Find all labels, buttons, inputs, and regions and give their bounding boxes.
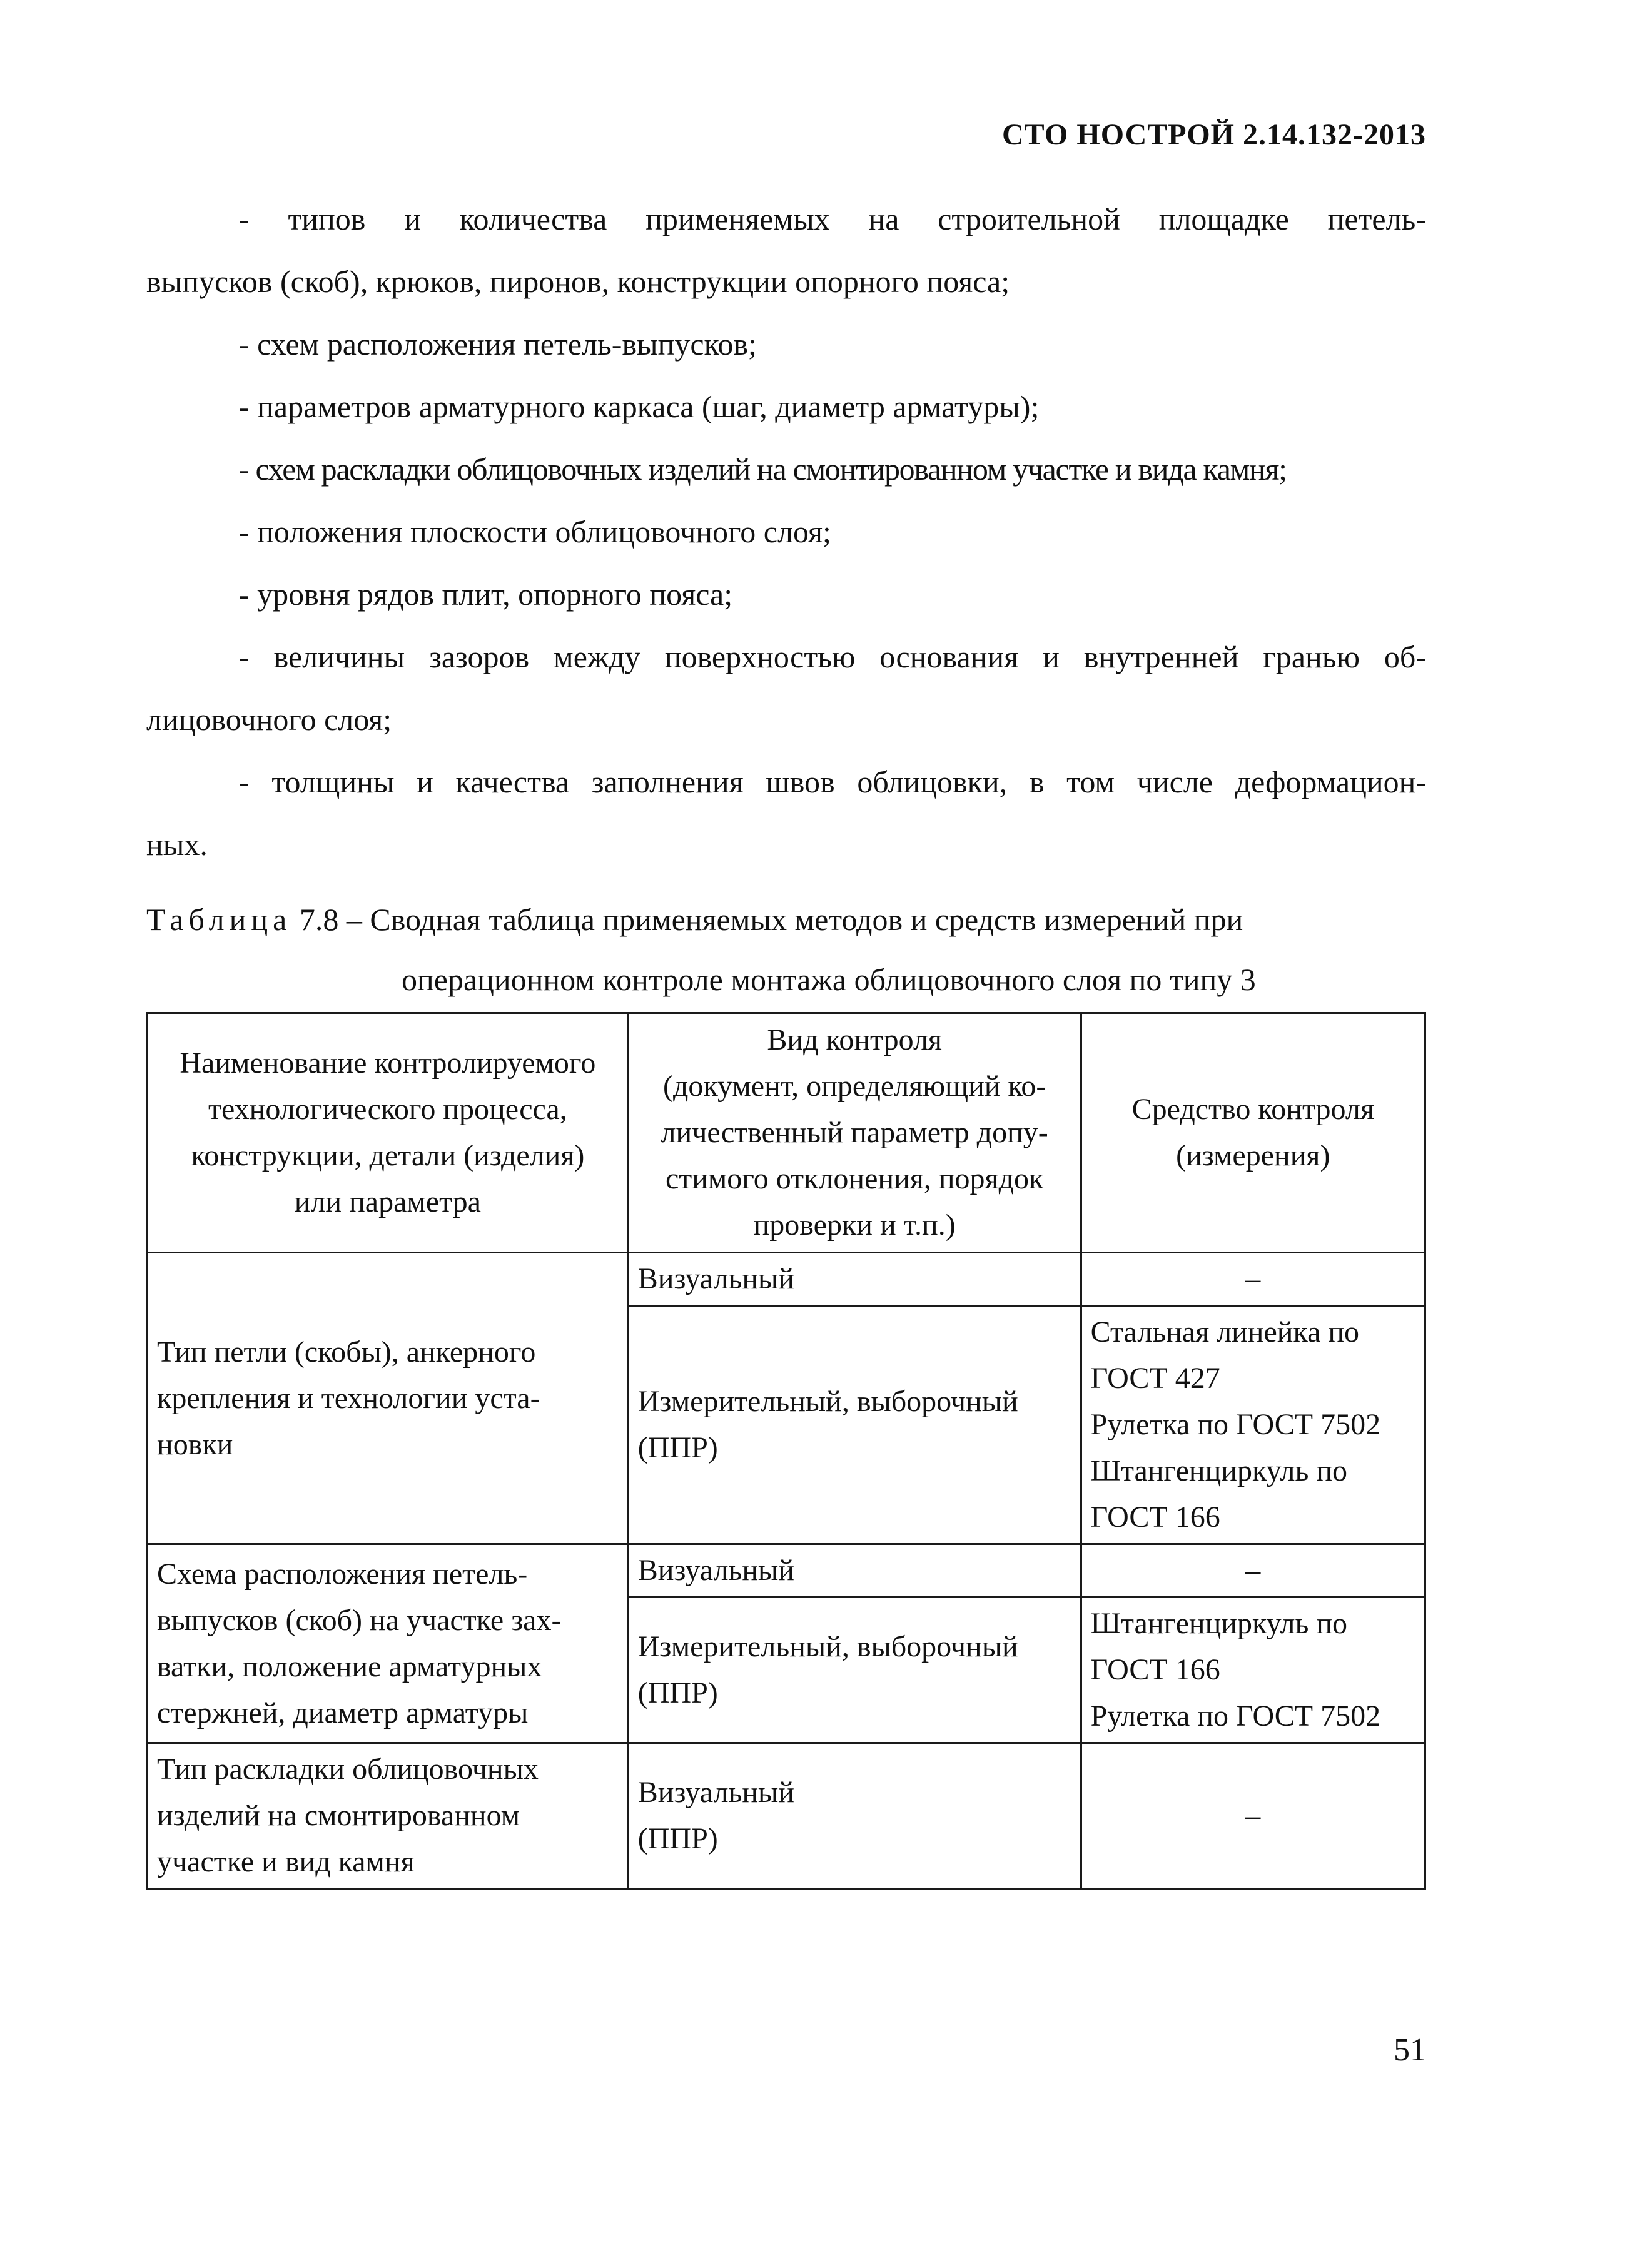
paragraph-6: - уровня рядов плит, опорного пояса; (239, 577, 733, 612)
control-methods-table (146, 1012, 1426, 1890)
header-line: личественный параметр допу- (661, 1116, 1048, 1149)
control-type-cell (628, 1597, 1081, 1743)
means-cell (1081, 1544, 1425, 1597)
table-caption-label: Таблица (146, 902, 292, 937)
paragraph-line: - величины зазоров между поверхностью основания и внутренней гранью об- (239, 639, 1426, 674)
header-cell-control-type (628, 1013, 1081, 1253)
cell-line: стержней, диаметр арматуры (157, 1696, 529, 1729)
header-line: стимого отклонения, порядок (665, 1162, 1044, 1195)
cell-line: – (1245, 1799, 1261, 1832)
paragraph-line: - типов и количества применяемых на строительной площадке петель- (239, 201, 1426, 236)
paragraph-line: ных. (146, 827, 208, 862)
process-cell (148, 1743, 629, 1889)
cell-line: Визуальный (637, 1262, 794, 1295)
cell-line: крепления и технологии уста- (157, 1381, 540, 1415)
page-number: 51 (1394, 2032, 1426, 2068)
document-code-header: СТО НОСТРОЙ 2.14.132-2013 (1001, 118, 1426, 151)
header-cell-process (148, 1013, 629, 1253)
header-line: (документ, определяющий ко- (662, 1070, 1046, 1103)
header-line: (измерения) (1176, 1139, 1330, 1172)
cell-line: Измерительный, выборочный (637, 1630, 1018, 1663)
paragraph-5: - положения плоскости облицовочного слоя; (239, 514, 831, 549)
control-type-cell (628, 1253, 1081, 1306)
cell-line: новки (157, 1427, 233, 1461)
table-caption-title: – Сводная таблица применяемых методов и средств измерений при (346, 902, 1243, 937)
paragraph-line: выпусков (скоб), крюков, пиронов, конструкции опорного пояса; (146, 264, 1010, 299)
header-line: Вид контроля (767, 1023, 942, 1056)
process-cell (148, 1544, 629, 1743)
cell-line: Рулетка по ГОСТ 7502 (1090, 1408, 1381, 1441)
table-row (148, 1743, 1425, 1889)
cell-line: (ППР) (637, 1676, 718, 1709)
control-type-cell (628, 1743, 1081, 1889)
means-cell (1081, 1306, 1425, 1544)
header-line: проверки и т.п.) (753, 1208, 956, 1242)
header-line: Средство контроля (1131, 1093, 1374, 1126)
paragraph-2: - схем расположения петель-выпусков; (239, 327, 757, 362)
cell-line: изделий на смонтированном (157, 1799, 520, 1832)
paragraph-line: лицовочного слоя; (146, 702, 392, 737)
table-header-row (148, 1013, 1425, 1253)
table-caption-number: 7.8 (299, 902, 339, 937)
cell-line: Стальная линейка по (1090, 1315, 1360, 1349)
cell-line: ГОСТ 166 (1090, 1501, 1220, 1534)
cell-line: Рулетка по ГОСТ 7502 (1090, 1699, 1381, 1733)
means-cell (1081, 1253, 1425, 1306)
cell-line: Тип раскладки облицовочных (157, 1753, 539, 1786)
header-line: конструкции, детали (изделия) (191, 1139, 585, 1172)
cell-line: – (1245, 1262, 1261, 1295)
paragraph-line: - толщины и качества заполнения швов облицовки, в том числе деформацион- (239, 764, 1426, 799)
cell-line: Измерительный, выборочный (637, 1385, 1018, 1418)
paragraph-3: - параметров арматурного каркаса (шаг, диаметр арматуры); (239, 389, 1040, 424)
control-type-cell (628, 1544, 1081, 1597)
header-line: или параметра (294, 1185, 481, 1218)
paragraph-8 (146, 751, 1426, 876)
header-line: Наименование контролируемого (180, 1046, 596, 1080)
cell-line: выпусков (скоб) на участке зах- (157, 1603, 562, 1637)
cell-line: Тип петли (скобы), анкерного (157, 1335, 536, 1369)
header-cell-means (1081, 1013, 1425, 1253)
cell-line: ватки, положение арматурных (157, 1649, 542, 1683)
table-caption (146, 889, 1426, 1010)
cell-line: участке и вид камня (157, 1845, 415, 1878)
table-row (148, 1544, 1425, 1597)
header-line: технологического процесса, (208, 1093, 567, 1126)
cell-line: ГОСТ 427 (1090, 1362, 1220, 1395)
cell-line: Штангенциркуль по (1090, 1454, 1348, 1487)
cell-line: Схема расположения петель- (157, 1557, 528, 1591)
paragraph-7 (146, 625, 1426, 751)
paragraph-4: - схем раскладки облицовочных изделий на смонтированном участке и вида камня; (239, 452, 1287, 487)
cell-line: Штангенциркуль по (1090, 1607, 1348, 1640)
cell-line: Визуальный (637, 1554, 794, 1587)
cell-line: (ППР) (637, 1431, 718, 1464)
process-cell (148, 1253, 629, 1544)
means-cell (1081, 1597, 1425, 1743)
cell-line: Визуальный (637, 1776, 794, 1809)
cell-line: (ППР) (637, 1822, 718, 1855)
paragraph-1 (146, 188, 1426, 313)
table-caption-title-continued: операционном контроле монтажа облицовочного слоя по типу 3 (402, 962, 1256, 997)
table-row (148, 1253, 1425, 1306)
cell-line: ГОСТ 166 (1090, 1653, 1220, 1686)
cell-line: – (1245, 1554, 1261, 1587)
control-type-cell (628, 1306, 1081, 1544)
means-cell (1081, 1743, 1425, 1889)
